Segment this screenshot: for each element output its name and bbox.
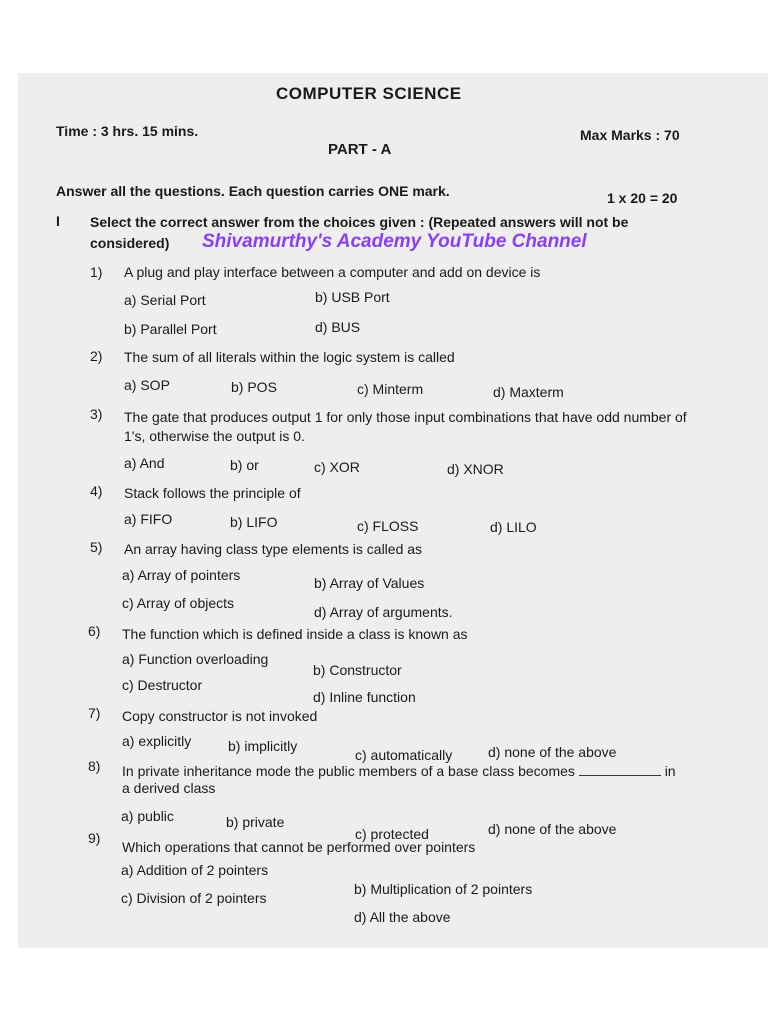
- watermark-text: Shivamurthy's Academy YouTube Channel: [202, 231, 587, 252]
- option-a: a) Array of pointers: [122, 567, 241, 583]
- section-instruction-line2: considered): [90, 235, 170, 251]
- subject-title: COMPUTER SCIENCE: [276, 84, 462, 103]
- option-a: a) public: [121, 808, 174, 824]
- option-b: b) or: [230, 457, 259, 473]
- option-a: a) FIFO: [124, 511, 173, 527]
- option-d: d) Maxterm: [493, 384, 564, 400]
- instruction: Answer all the questions. Each question carries ONE mark.: [56, 183, 450, 199]
- question-text-start: In private inheritance mode the public members of a base class becomes: [122, 763, 575, 779]
- option-c: c) Division of 2 pointers: [121, 890, 267, 906]
- option-b: b) Constructor: [313, 662, 402, 678]
- answer-blank: [579, 763, 661, 776]
- option-d: d) BUS: [315, 319, 361, 335]
- question-text: [122, 763, 676, 781]
- option-b: b) Array of Values: [314, 575, 425, 591]
- option-b: b) private: [226, 814, 285, 830]
- option-c: c) XOR: [314, 459, 360, 475]
- option-c: b) Parallel Port: [124, 321, 217, 337]
- section-numeral: I: [56, 213, 60, 229]
- option-b: b) Multiplication of 2 pointers: [354, 881, 533, 897]
- option-d: d) All the above: [354, 909, 451, 925]
- option-d: d) XNOR: [447, 461, 504, 477]
- question-number: 1): [90, 264, 103, 280]
- option-a: a) Function overloading: [122, 651, 269, 667]
- question-text: The function which is defined inside a class is known as: [122, 626, 468, 642]
- question-number: 5): [90, 539, 103, 555]
- option-b: b) implicitly: [228, 738, 298, 754]
- question-text: An array having class type elements is called as: [124, 541, 423, 557]
- section-instruction-line1: Select the correct answer from the choices given : (Repeated answers will not be: [90, 214, 629, 230]
- question-number: 4): [90, 483, 103, 499]
- option-d: d) Inline function: [313, 689, 416, 705]
- option-a: a) Serial Port: [124, 292, 206, 308]
- option-d: d) none of the above: [488, 821, 617, 837]
- question-text-continued: 1's, otherwise the output is 0.: [124, 428, 305, 444]
- question-text: The sum of all literals within the logic system is called: [124, 349, 455, 365]
- option-c: c) Destructor: [122, 677, 203, 693]
- question-text-end: in: [664, 763, 676, 779]
- max-marks: Max Marks : 70: [580, 127, 680, 143]
- marks-scheme: 1 x 20 = 20: [607, 190, 678, 206]
- option-a: a) Addition of 2 pointers: [121, 862, 269, 878]
- option-c: c) protected: [355, 826, 429, 842]
- question-text: The gate that produces output 1 for only those input combinations that have odd number of: [124, 409, 687, 425]
- option-a: a) SOP: [124, 377, 170, 393]
- option-c: c) FLOSS: [357, 518, 419, 534]
- option-c: c) automatically: [355, 747, 453, 763]
- part-heading: PART - A: [328, 141, 392, 158]
- question-text-continued: a derived class: [122, 780, 216, 796]
- question-text: Stack follows the principle of: [124, 485, 301, 501]
- question-number: 7): [88, 705, 101, 721]
- question-number: 6): [88, 623, 101, 639]
- option-d: d) none of the above: [488, 744, 617, 760]
- option-d: d) LILO: [490, 519, 537, 535]
- question-number: 8): [88, 758, 101, 774]
- question-number: 3): [90, 406, 103, 422]
- question-number: 9): [88, 830, 101, 846]
- question-text: Copy constructor is not invoked: [122, 708, 318, 724]
- question-number: 2): [90, 348, 103, 364]
- option-d: d) Array of arguments.: [314, 604, 453, 620]
- question-text: Which operations that cannot be performed over pointers: [122, 839, 476, 855]
- option-a: a) And: [124, 455, 165, 471]
- option-b: b) LIFO: [230, 514, 278, 530]
- exam-paper: [18, 73, 768, 948]
- option-b: b) USB Port: [315, 289, 390, 305]
- option-c: c) Minterm: [357, 381, 424, 397]
- exam-duration: Time : 3 hrs. 15 mins.: [56, 123, 199, 139]
- question-text: A plug and play interface between a computer and add on device is: [124, 264, 541, 280]
- option-b: b) POS: [231, 379, 277, 395]
- option-a: a) explicitly: [122, 733, 192, 749]
- option-c: c) Array of objects: [122, 595, 235, 611]
